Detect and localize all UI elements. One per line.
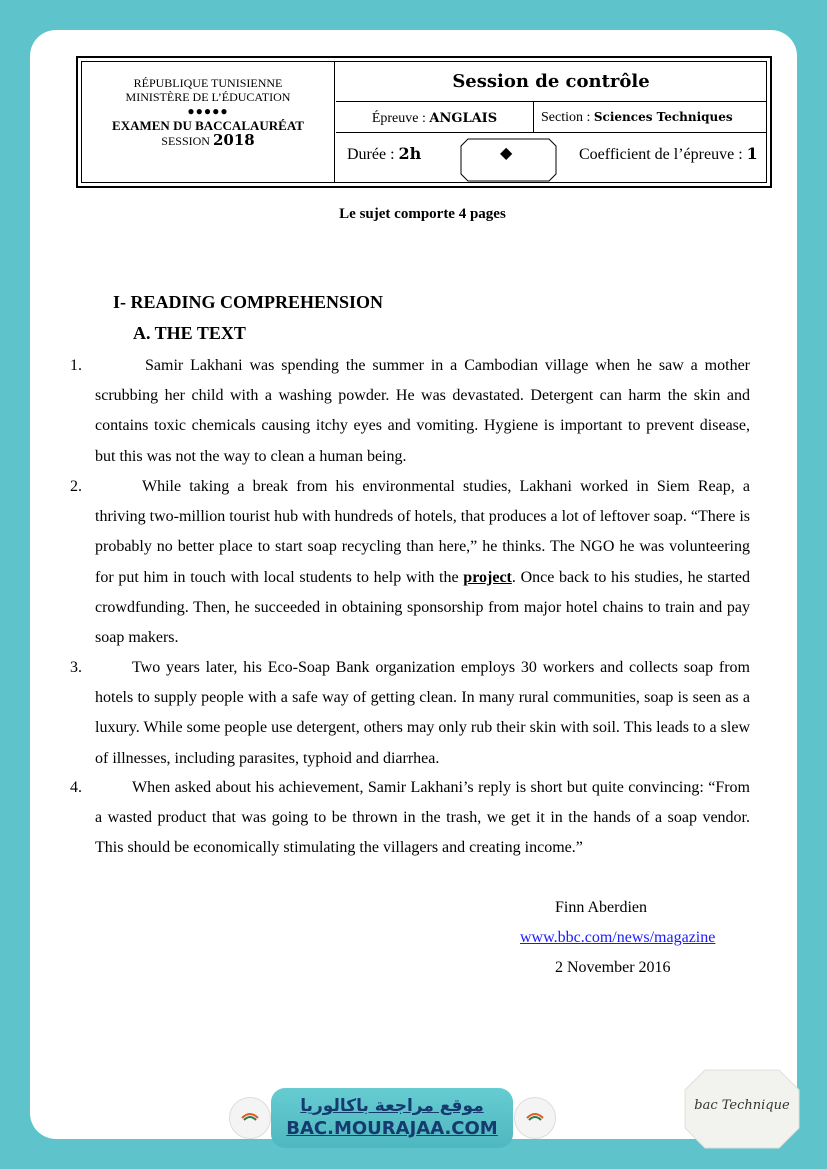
epreuve-cell [336, 102, 534, 132]
session-label: SESSION [161, 134, 210, 148]
section-cell [541, 102, 766, 133]
source-url-line [520, 929, 715, 947]
section-value: Sciences Techniques [593, 110, 733, 124]
paragraph-1 [70, 351, 750, 472]
bac-technique-badge [683, 1068, 801, 1150]
brand-domain: BAC.MOURAJAA.COM [286, 1118, 498, 1139]
paragraph-text: While taking a break from his environmental studies, Lakhani worked in Siem Reap, a thriving two-million tourist hub with hundreds of hotels, that produces a lot of leftover soap. “There is probably no better place to start soap recycling than here,” he thinks. The NGO he was volunteering for put him in touch with local students to help with the [95, 478, 750, 586]
paragraph-text: When asked about his achievement, Samir Lakhani’s reply is short but quite convincing: “From a wasted product that was going to be thrown in the trash, we get it in the hands of a soap vendor. This should be economically stimulating the villagers and creating income.” [95, 779, 750, 857]
paragraph-3 [70, 653, 750, 774]
duration [347, 133, 421, 176]
coefficient-label: Coefficient de l’épreuve : [579, 146, 743, 163]
republic-label: RÉPUBLIQUE TUNISIENNE [133, 76, 283, 90]
section-title: I- READING COMPREHENSION [113, 292, 384, 312]
source-author: Finn Aberdien [555, 899, 647, 916]
paragraph-2 [70, 472, 751, 653]
exam-label: EXAMEN DU BACCALAURÉAT [112, 118, 304, 133]
paragraph-4 [70, 773, 750, 864]
brand-arabic: موقع مراجعة باكالوريا [300, 1096, 484, 1116]
brand-logo-left-icon [229, 1097, 271, 1139]
coefficient-value: 1 [746, 144, 758, 163]
underlined-word: project [463, 568, 512, 586]
subsection-title: A. THE TEXT [133, 323, 246, 343]
epreuve-value: ANGLAIS [429, 111, 498, 126]
exam-header-table [76, 56, 772, 188]
paragraph-number: 4. [70, 779, 82, 796]
section-label: Section : [541, 110, 591, 125]
paragraph-number: 3. [70, 659, 82, 676]
paragraph-text: Samir Lakhani was spending the summer in a Cambodian village when he saw a mother scrubbing her child with a washing powder. He was devastated. Detergent can harm the skin and contains toxic chemicals causing itchy eyes and vomiting. Hygiene is important to prevent disease, but this was not the way to clean a human being. [95, 357, 750, 465]
session-line [82, 133, 334, 148]
session-year: 2018 [212, 131, 255, 149]
paragraph-text: Two years later, his Eco-Soap Bank organization employs 30 workers and collects soap from hotels to supply people with a safe way of getting clean. In many rural communities, soap is seen as a luxury. While some people use detergent, others may only rub their skin with soil. This leads to a slew of illnesses, including parasites, typhoid and diarrhea. [95, 659, 750, 767]
badge-text: bac Technique [694, 1098, 790, 1113]
source-url-link[interactable]: www.bbc.com/news/magazine [520, 929, 716, 946]
separator-dots: ●●●●● [187, 104, 229, 118]
source-date: 2 November 2016 [555, 959, 671, 976]
coefficient [579, 133, 758, 176]
brand-banner[interactable] [271, 1088, 513, 1148]
header-institution-cell [82, 62, 335, 182]
duration-label: Durée : [347, 146, 395, 163]
brand-logo-right-icon [514, 1097, 556, 1139]
ministry-label: MINISTÈRE DE L’ÉDUCATION [125, 90, 291, 104]
paragraph-text-cont: . Once back to his studies, he started crowdfunding. Then, he succeeded in obtaining sponsorship from major hotel chains to train and pay soap makers. [95, 568, 751, 647]
session-type: Session de contrôle [336, 62, 766, 102]
duration-value: 2h [398, 144, 422, 163]
diamond-icon: ◆ [500, 145, 513, 162]
epreuve-label: Épreuve : [371, 111, 426, 126]
pages-note: Le sujet comporte 4 pages [339, 206, 506, 222]
paragraph-number: 1. [70, 357, 82, 374]
paragraph-number: 2. [70, 478, 82, 495]
